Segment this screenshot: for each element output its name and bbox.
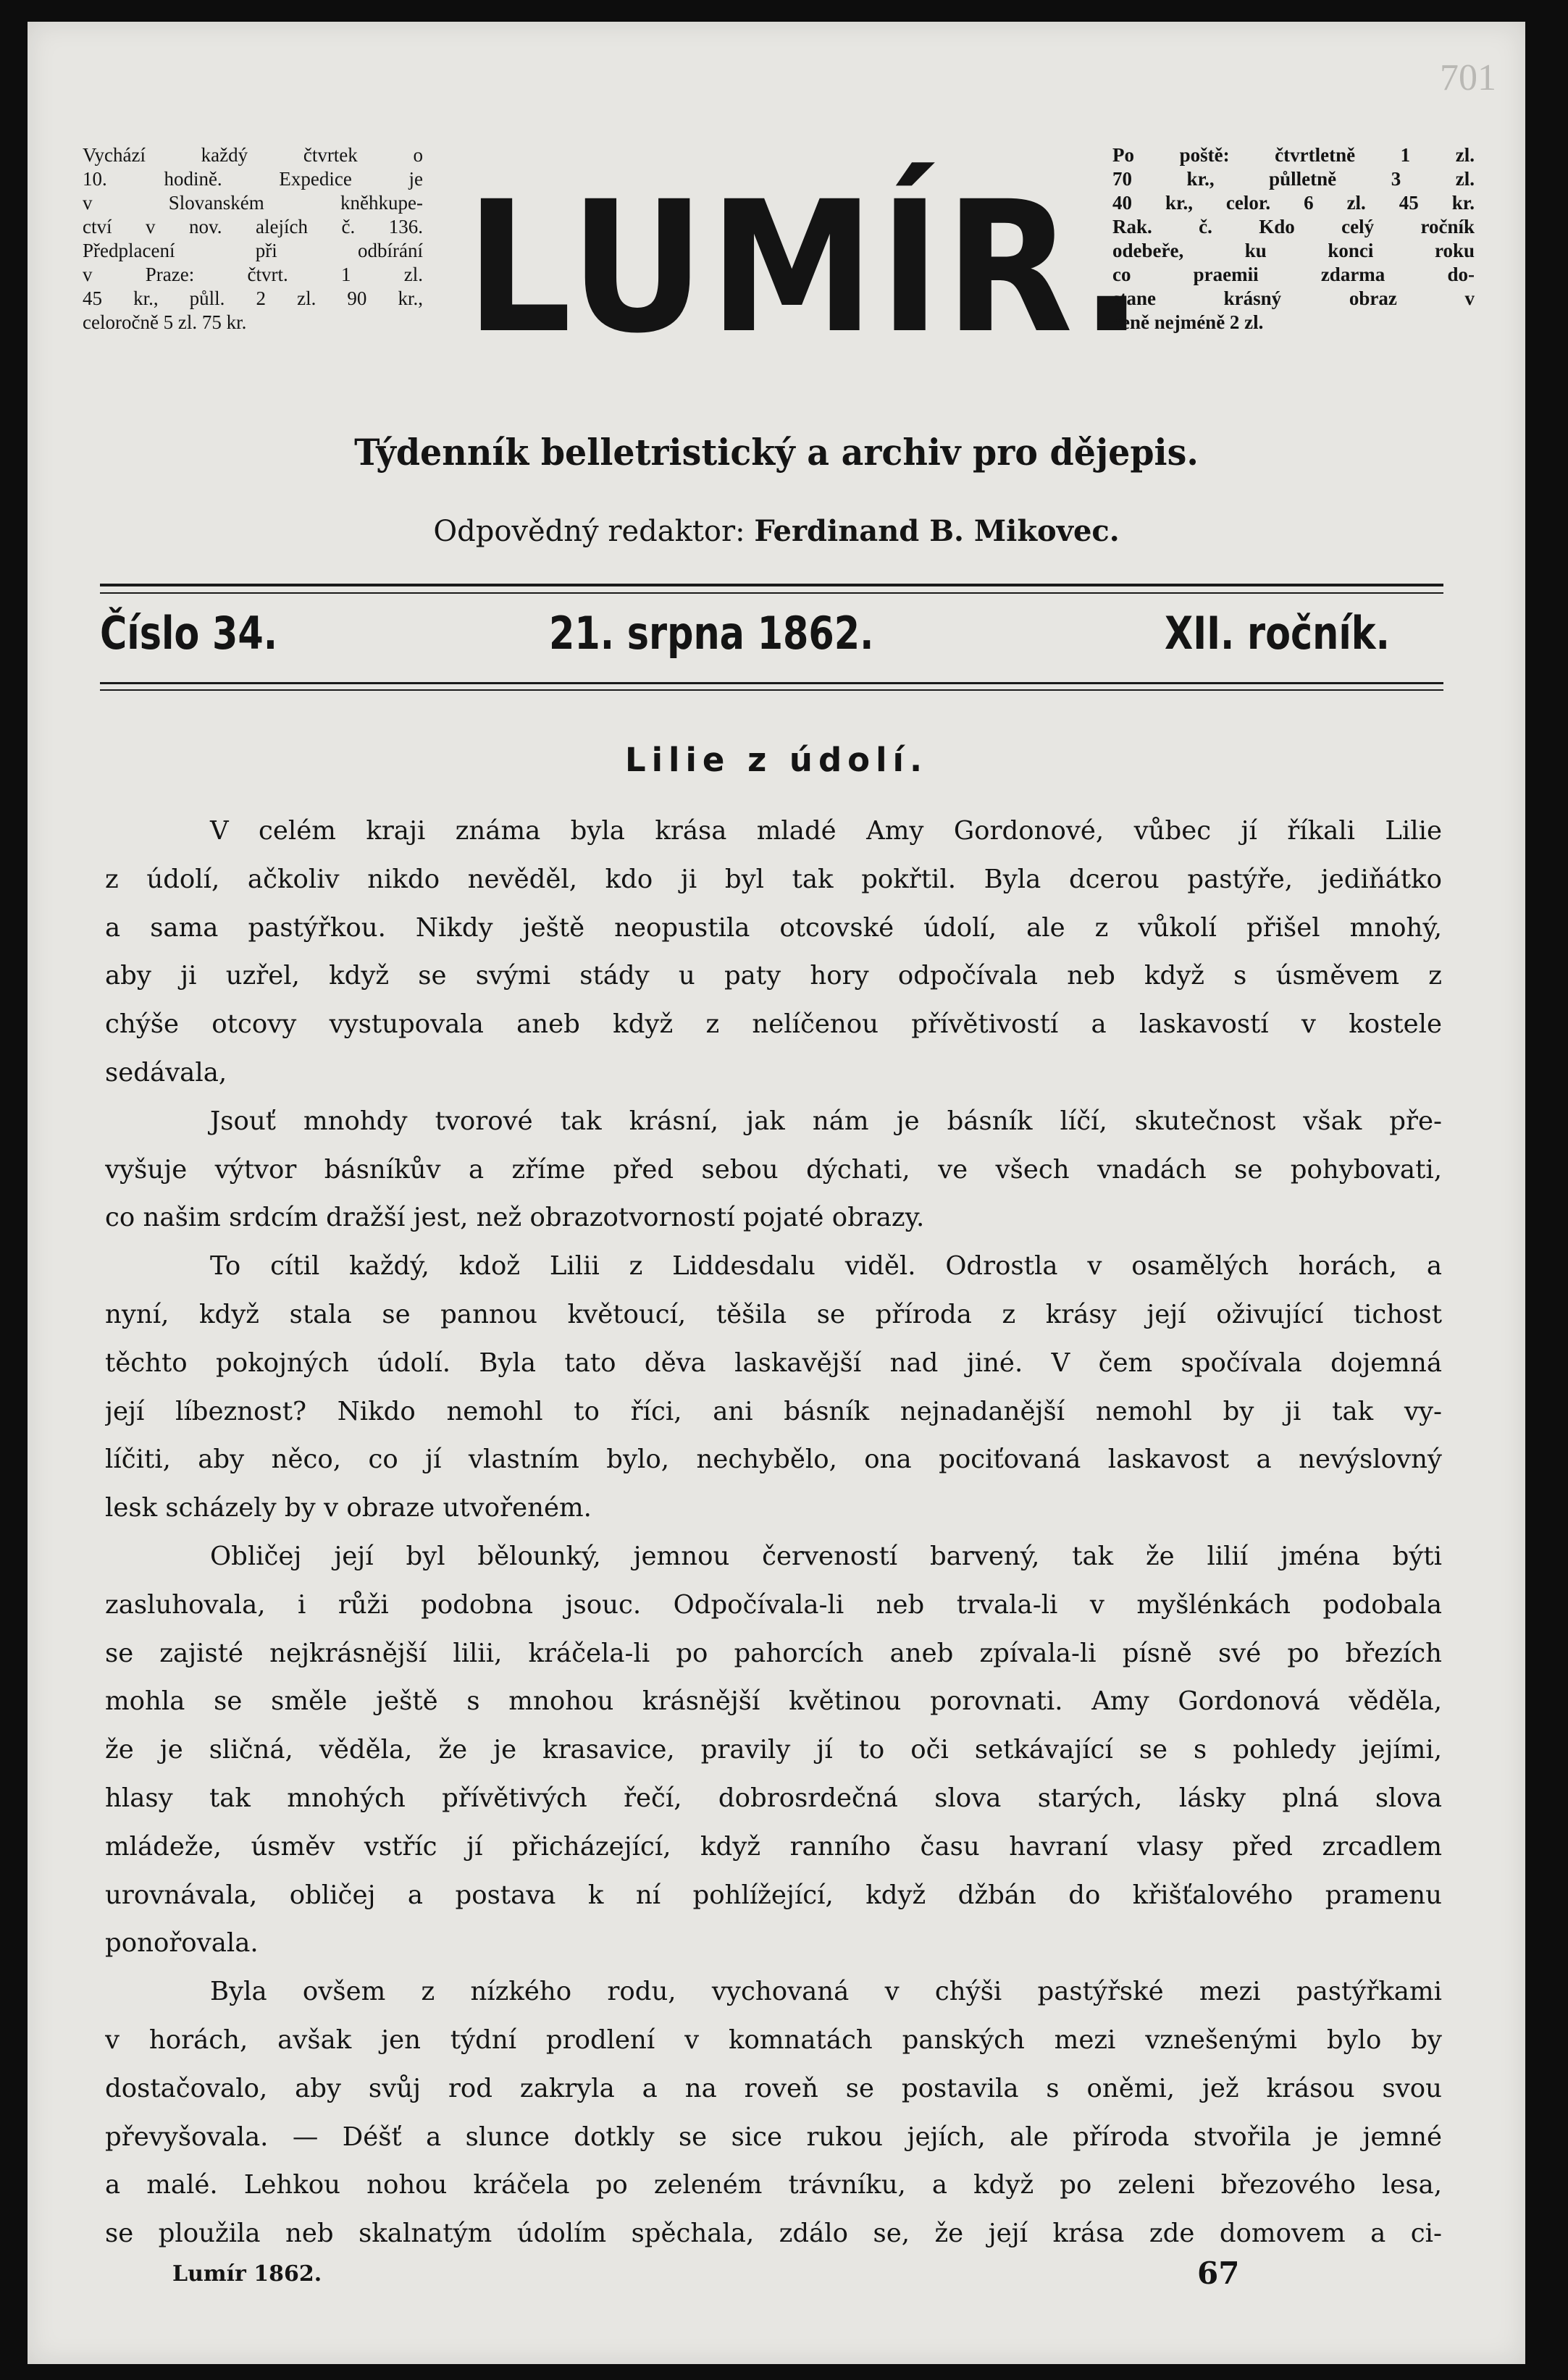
header-rule-bottom xyxy=(100,682,1443,684)
article-line: Byla ovšem z nízkého rodu, vychovaná v chýši pastýřské mezi pastýřkami xyxy=(210,1977,1442,2007)
article-line: sedávala, xyxy=(105,1057,227,1088)
article-line: co našim srdcím dražší jest, než obrazotvorností pojaté obrazy. xyxy=(105,1203,925,1233)
article-line: převyšovala. — Déšť a slunce dotkly se sice rukou jejích, ale příroda stvořila je jemné xyxy=(105,2122,1442,2152)
article-line: nyní, když stala se pannou květoucí, těšila se příroda z krásy její oživující tichost xyxy=(105,1299,1442,1329)
article-line: urovnávala, obličej a postava k ní pohlížející, když džbán do křišťalového pramenu xyxy=(105,1880,1442,1910)
footer-publication: Lumír 1862. xyxy=(172,2261,322,2287)
article-line: chýše otcovy vystupovala aneb když z nelíčenou přívětivostí a laskavostí v kostele xyxy=(105,1009,1442,1040)
article-line: její líbeznost? Nikdo nemohl to říci, ani básník nejnadanější nemohl by ji tak vy- xyxy=(105,1396,1442,1426)
issue-volume: XII. ročník. xyxy=(1165,607,1390,660)
editor-line xyxy=(28,514,1525,548)
issue-dateline xyxy=(100,607,1443,673)
article-line: dostačovalo, aby svůj rod zakryla a na roveň se postavila s oněmi, jež krásou svou xyxy=(105,2073,1442,2103)
footer-page-number: 67 xyxy=(1197,2255,1240,2291)
corner-page-number: 701 xyxy=(1440,57,1496,98)
article-line: a sama pastýřkou. Nikdy ještě neopustila otcovské údolí, ale z vůkolí přišel mnohý, xyxy=(105,912,1442,943)
article-title: Lilie z údolí. xyxy=(624,741,928,779)
article-line: z údolí, ačkoliv nikdo nevěděl, kdo ji byl tak pokřtil. Byla dcerou pastýře, jediňátko xyxy=(105,864,1442,894)
article-line: a malé. Lehkou nohou kráčela po zeleném trávníku, a když po zeleni březového lesa, xyxy=(105,2170,1442,2200)
page-footer xyxy=(28,2255,1525,2299)
subscription-info-left: Vychází každý čtvrtek o 10. hodině. Expedice je v Slovanském kněhkupe- ctví v nov. alejích č. 136. Předplacení při odbírání v Praze: čtvrt. 1 zl. 45 kr., půll. 2 zl. 90 kr., celoročně 5 zl. 75 kr. xyxy=(83,144,423,333)
article-line: těchto pokojných údolí. Byla tato děva laskavější nad jiné. V čem spočívala dojemná xyxy=(105,1347,1442,1378)
article-line: vyšuje výtvor básníkův a zříme před sebou dýchati, ve všech vnadách se pohybovati, xyxy=(105,1154,1442,1185)
masthead-subtitle: Týdenník belletristický a archiv pro dějepis. xyxy=(354,431,1199,474)
article-line: mládeže, úsměv vstříc jí přicházející, když ranního času havraní vlasy před zrcadlem xyxy=(105,1831,1442,1862)
article-line: v horách, avšak jen týdní prodlení v komnatách panských mezi vznešenými bylo by xyxy=(105,2024,1442,2055)
article-line: aby ji uzřel, když se svými stády u paty hory odpočívala neb když s úsměvem z xyxy=(105,961,1442,991)
article-line: líčiti, aby něco, co jí vlastním bylo, nechybělo, ona pociťovaná laskavost a nevýslovný xyxy=(105,1445,1442,1475)
issue-number: Číslo 34. xyxy=(100,607,278,660)
article-line: zasluhovala, i růži podobna jsouc. Odpočívala-li neb trvala-li v myšlénkách podobala xyxy=(105,1589,1442,1620)
masthead-title: LUMÍR. xyxy=(465,162,1148,373)
header-rule-top xyxy=(100,584,1443,586)
article-line: se ploužila neb skalnatým údolím spěchala, zdálo se, že její krása zde domovem a ci- xyxy=(105,2219,1442,2249)
article-line: se zajisté nejkrásnější lilii, kráčela-li po pahorcích aneb zpívala-li písně své po březích xyxy=(105,1638,1442,1668)
article-line: Obličej její byl bělounký, jemnou červeností barvený, tak že lilií jména býti xyxy=(210,1541,1442,1571)
article-line: V celém kraji známa byla krása mladé Amy Gordonové, vůbec jí říkali Lilie xyxy=(210,816,1442,846)
article-line: ponořovala. xyxy=(105,1928,259,1959)
issue-date: 21. srpna 1862. xyxy=(549,607,874,660)
article-line: To cítil každý, kdož Lilii z Liddesdalu viděl. Odrostla v osamělých horách, a xyxy=(210,1251,1442,1282)
article-line: mohla se směle ještě s mnohou krásnější květinou porovnati. Amy Gordonová věděla, xyxy=(105,1686,1442,1717)
editor-label: Odpovědný redaktor: xyxy=(433,515,745,548)
article-line: že je sličná, věděla, že je krasavice, pravily jí to oči setkávající se s pohledy jejími, xyxy=(105,1735,1442,1765)
header-rule-top-thin xyxy=(100,592,1443,594)
newspaper-page xyxy=(28,22,1525,2364)
article-line: Jsouť mnohdy tvorové tak krásní, jak nám je básník líčí, skutečnost však pře- xyxy=(210,1106,1442,1136)
subscription-info-right: Po poště: čtvrtletně 1 zl. 70 kr., půlletně 3 zl. 40 kr., celor. 6 zl. 45 kr. Rak. č. Kdo celý ročník odebeře, ku konci roku co praemii zdarma do- stane krásný obraz v ceně nejméně 2 zl. xyxy=(1112,144,1475,333)
article-body xyxy=(105,807,1442,2258)
article-line: hlasy tak mnohých přívětivých řečí, dobrosrdečná slova starých, lásky plná slova xyxy=(105,1783,1442,1813)
editor-name: Ferdinand B. Mikovec. xyxy=(754,514,1120,548)
header-rule-bottom-thin xyxy=(100,689,1443,691)
article-line: lesk scházely by v obraze utvořeném. xyxy=(105,1493,592,1523)
